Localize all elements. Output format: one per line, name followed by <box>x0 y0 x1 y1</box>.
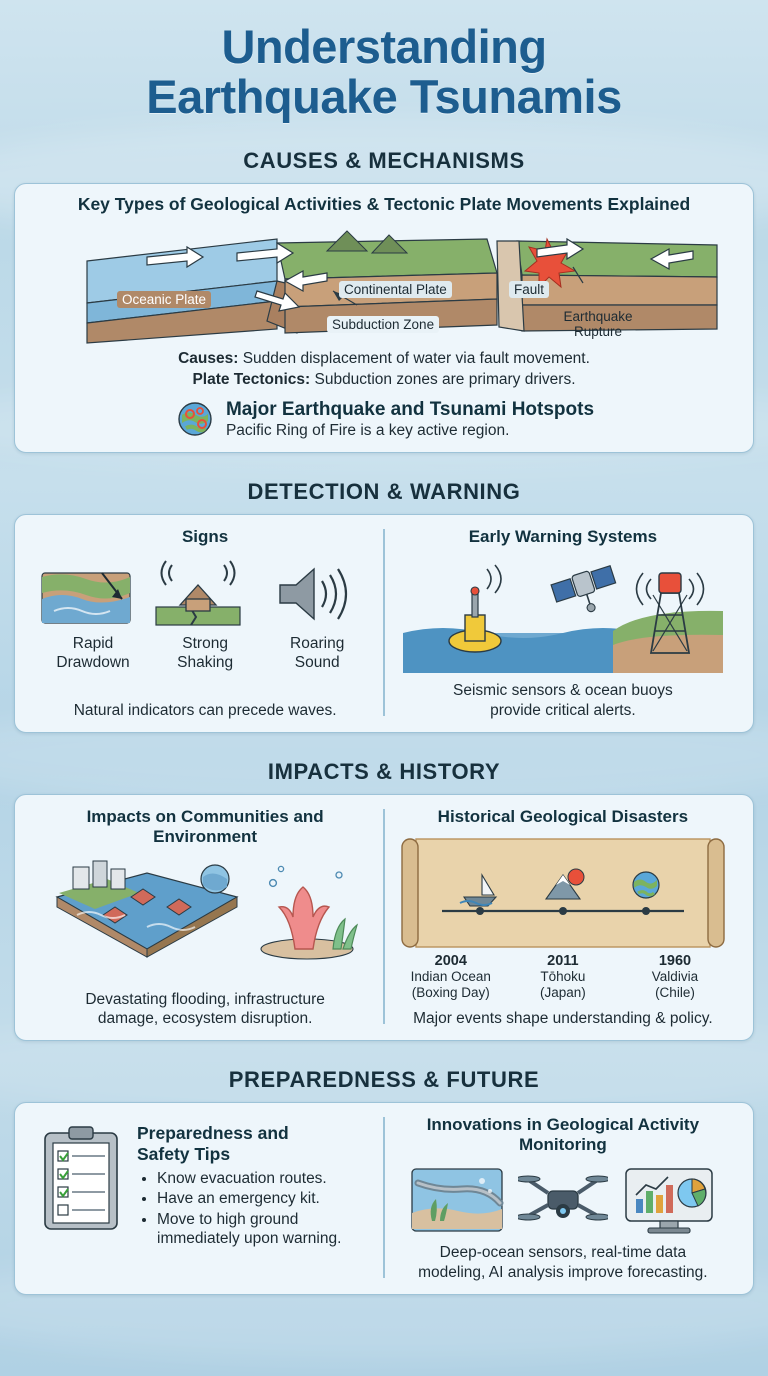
timeline-event <box>395 953 506 1001</box>
section-heading-preparedness: PREPAREDNESS & FUTURE <box>228 1067 540 1093</box>
preparedness-content <box>37 1115 373 1249</box>
caption-innovations-line1: Deep-ocean sensors, real-time data <box>439 1244 687 1262</box>
sign-label-line1: Strong <box>182 635 228 653</box>
column-early-warning <box>385 525 741 720</box>
sign-label <box>38 635 149 672</box>
column-history <box>385 805 741 1028</box>
section-heading-causes: CAUSES & MECHANISMS <box>243 147 525 173</box>
sign-label-line2: Shaking <box>177 654 234 672</box>
section-heading-detection: DETECTION & WARNING <box>247 479 521 505</box>
page-title-line2: Earthquake Tsunamis <box>146 69 622 123</box>
flooded-town-icon <box>47 853 247 961</box>
timeline-year: 2011 <box>547 953 579 970</box>
column-title-innovations-line1: Innovations in Geological Activity <box>426 1115 700 1135</box>
card-preparedness <box>14 1102 754 1295</box>
fact-causes-label: Causes: <box>178 349 239 367</box>
column-title-signs: Signs <box>181 527 229 547</box>
timeline-name-line1: Valdivia <box>651 969 699 985</box>
timeline-year: 2004 <box>434 953 467 970</box>
loud-speaker-icon <box>262 559 373 629</box>
timeline-year: 1960 <box>658 953 692 970</box>
caption-impacts-line1: Devastating flooding, infrastructure <box>85 990 325 1008</box>
label-earthquake-rupture-line1: Earthquake <box>563 308 633 324</box>
caption-signs: Natural indicators can precede waves. <box>73 701 337 719</box>
column-title-impacts-line1: Impacts on Communities and <box>86 807 324 827</box>
signs-row <box>37 559 373 672</box>
preparedness-text <box>137 1123 373 1249</box>
label-continental-plate: Continental Plate <box>339 281 452 298</box>
preparedness-title-line2: Safety Tips <box>137 1144 231 1165</box>
card-causes <box>14 183 754 454</box>
caption-innovations <box>395 1235 731 1282</box>
data-monitor-icon <box>622 1165 716 1235</box>
fact-plate-tectonics <box>27 370 741 391</box>
caption-impacts-line2: damage, ecosystem disruption. <box>97 1010 313 1028</box>
sign-label-line2: Drawdown <box>56 654 130 672</box>
caption-innovations-line2: modeling, AI analysis improve forecasting. <box>418 1263 708 1281</box>
column-title-innovations-line2: Monitoring <box>518 1135 607 1155</box>
early-warning-illustration <box>395 553 731 673</box>
card-detection <box>14 514 754 733</box>
column-impacts <box>27 805 383 1028</box>
drone-icon <box>518 1165 608 1235</box>
timeline-name <box>619 969 730 1001</box>
sign-label-line2: Sound <box>294 654 340 672</box>
hotspot-subtitle: Pacific Ring of Fire is a key active region. <box>225 421 510 439</box>
globe-icon <box>174 398 216 440</box>
card-title-causes: Key Types of Geological Activities & Tectonic Plate Movements Explained <box>77 193 691 214</box>
caption-early-warning-line2: provide critical alerts. <box>490 701 636 719</box>
caption-history: Major events shape understanding & policy. <box>413 1010 713 1028</box>
caption-impacts <box>37 982 373 1029</box>
hotspot-row <box>27 398 741 440</box>
sign-item <box>150 559 261 672</box>
sign-label-line1: Rapid <box>72 635 114 653</box>
page-title <box>14 0 754 122</box>
history-timeline-scroll <box>395 833 731 951</box>
sign-label-line1: Roaring <box>290 635 345 653</box>
sign-item <box>38 559 149 672</box>
timeline-name-line2: (Boxing Day) <box>411 985 490 1001</box>
label-fault: Fault <box>509 281 549 298</box>
timeline-event <box>619 953 730 1001</box>
innovations-illustration <box>395 1165 731 1235</box>
label-earthquake-rupture <box>543 309 653 340</box>
timeline-name-line1: Tōhoku <box>540 969 586 985</box>
caption-early-warning <box>395 673 731 720</box>
timeline-name <box>395 969 506 1001</box>
preparedness-title-line1: Preparedness and <box>137 1123 289 1144</box>
label-subduction-zone: Subduction Zone <box>327 316 439 333</box>
hotspot-text <box>226 399 594 440</box>
column-title-history: Historical Geological Disasters <box>437 807 689 827</box>
hotspot-title: Major Earthquake and Tsunami Hotspots <box>225 399 595 421</box>
coral-reef-icon <box>251 853 363 961</box>
fact-plate-tectonics-label: Plate Tectonics: <box>192 370 311 388</box>
label-oceanic-plate: Oceanic Plate <box>117 291 211 308</box>
timeline-name-line1: Indian Ocean <box>410 969 491 985</box>
receding-water-icon <box>38 559 149 629</box>
fact-plate-tectonics-text: Subduction zones are primary drivers. <box>314 370 576 388</box>
list-item: • Know evacuation routes. <box>157 1169 373 1189</box>
tectonic-plate-diagram <box>27 221 741 349</box>
column-title-impacts-line2: Environment <box>153 827 258 847</box>
section-heading-impacts: IMPACTS & HISTORY <box>267 759 501 785</box>
timeline-name-line2: (Chile) <box>655 985 695 1001</box>
card-impacts <box>14 794 754 1041</box>
timeline-name <box>507 969 618 1001</box>
list-item: • Have an emergency kit. <box>157 1189 373 1209</box>
timeline-labels <box>395 953 731 1001</box>
list-item: • Move to high ground immediately upon warning. <box>157 1210 373 1249</box>
sign-label <box>262 635 373 672</box>
clipboard-checklist-icon <box>37 1123 129 1235</box>
preparedness-list <box>137 1169 373 1249</box>
fact-causes <box>27 349 741 370</box>
label-earthquake-rupture-line2: Rupture <box>573 324 623 340</box>
fact-causes-text: Sudden displacement of water via fault movement. <box>242 349 590 367</box>
impacts-illustration <box>37 853 373 961</box>
column-title-early-warning: Early Warning Systems <box>468 527 658 547</box>
seafloor-cable-sensor-icon <box>410 1165 504 1235</box>
sign-label <box>150 635 261 672</box>
column-preparedness <box>27 1113 383 1282</box>
column-signs <box>27 525 383 720</box>
column-title-innovations <box>395 1115 731 1155</box>
caption-early-warning-line1: Seismic sensors & ocean buoys <box>453 682 673 700</box>
column-innovations <box>385 1113 741 1282</box>
shaking-house-icon <box>150 559 261 629</box>
column-title-impacts <box>37 807 373 847</box>
page-title-line1: Understanding <box>221 20 547 73</box>
preparedness-title <box>137 1123 373 1164</box>
timeline-event <box>507 953 618 1001</box>
sign-item <box>262 559 373 672</box>
timeline-name-line2: (Japan) <box>539 985 586 1001</box>
